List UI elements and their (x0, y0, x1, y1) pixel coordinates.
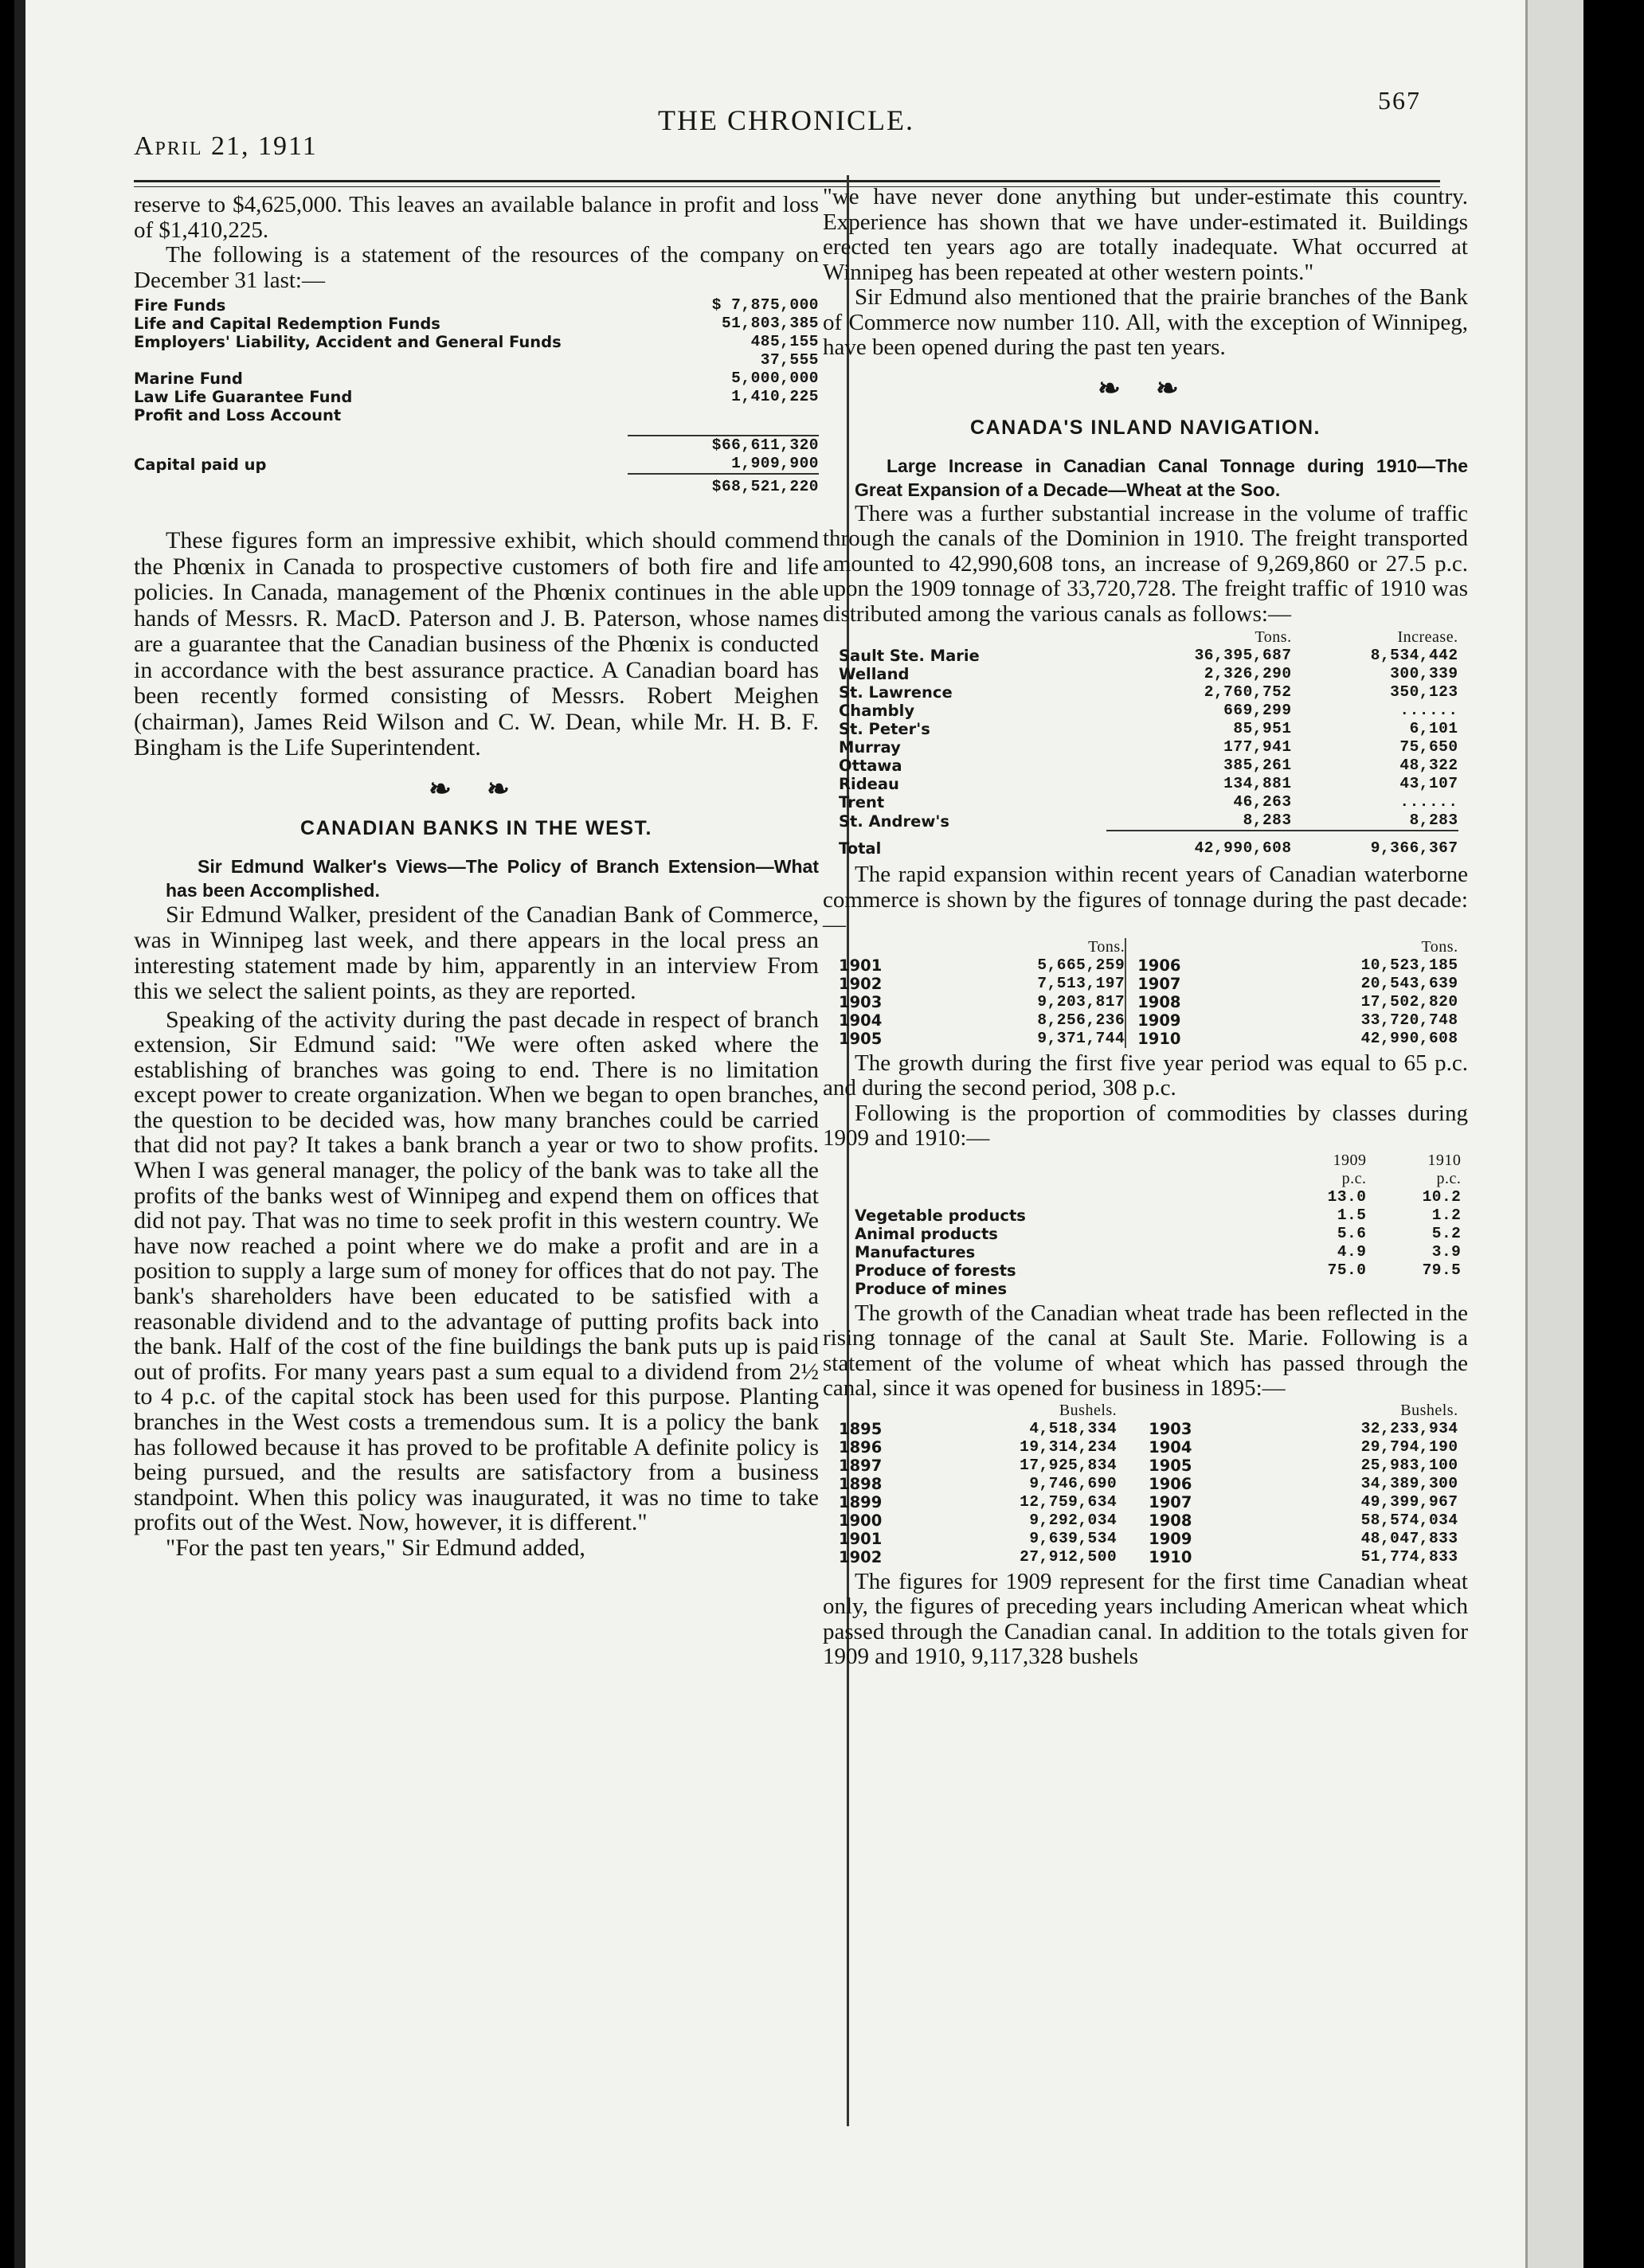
table-row (855, 1261, 1461, 1280)
year: 1899 (839, 1492, 883, 1511)
bushels: 29,794,190 (1360, 1437, 1458, 1456)
pc-1909: 5.6 (1337, 1224, 1367, 1242)
bushels: 25,983,100 (1360, 1456, 1458, 1474)
table-row (839, 683, 1458, 702)
header-title: THE CHRONICLE. (658, 104, 914, 136)
year: 1908 (1125, 993, 1246, 1011)
row-value (628, 406, 819, 424)
tons: 5,665,259 (1037, 956, 1125, 974)
pc-1910: 1.2 (1431, 1206, 1462, 1224)
row-value: 5,000,000 (731, 370, 819, 387)
table-row (855, 1225, 1461, 1243)
table-row (839, 1475, 1458, 1493)
canal-tons: 2,326,290 (1204, 665, 1292, 682)
canal-name: Rideau (839, 775, 899, 793)
total-tons: 42,990,608 (1106, 831, 1291, 858)
table-row (855, 1206, 1461, 1225)
total-increase: 9,366,367 (1292, 831, 1458, 858)
year: 1897 (839, 1456, 883, 1475)
row-value: 51,803,385 (721, 315, 819, 332)
commodity: Manufactures (855, 1242, 976, 1261)
bushels: 51,774,833 (1360, 1547, 1458, 1566)
canal-increase: 48,322 (1399, 757, 1458, 774)
year: 1903 (1149, 1419, 1192, 1438)
table-row (839, 1420, 1458, 1438)
table-row (839, 738, 1458, 757)
bushels: 9,292,034 (1029, 1511, 1118, 1529)
pc-1910: 10.2 (1422, 1187, 1462, 1206)
paragraph: Sir Edmund Walker, president of the Canadian Bank of Commerce, was in Winnipeg last week, and there appears in the local press an interesting statement made by him, apparently in an interview From this we select the salient points, as they are reported. (134, 901, 819, 1004)
canal-increase: 8,534,442 (1370, 647, 1458, 664)
decade-table (839, 938, 1458, 1048)
tons-header: Tons. (1255, 628, 1292, 646)
commodity: Animal products (855, 1224, 998, 1243)
bushels: 4,518,334 (1029, 1419, 1118, 1437)
canal-name: Sault Ste. Marie (839, 647, 980, 665)
bushels-header: Bushels. (1059, 1401, 1118, 1419)
year: 1905 (1149, 1456, 1192, 1475)
table-row (839, 647, 1458, 665)
row-label (134, 351, 628, 370)
canal-name: St. Peter's (839, 720, 930, 738)
table-row (839, 1457, 1458, 1475)
canal-tons: 36,395,687 (1194, 647, 1292, 664)
table-row (134, 296, 819, 315)
table-row (839, 1511, 1458, 1530)
table-row (134, 406, 819, 424)
year: 1909 (1149, 1529, 1192, 1548)
table-row (839, 665, 1458, 683)
canal-name: Trent (839, 793, 885, 811)
table-row (839, 775, 1458, 793)
canal-tons: 2,760,752 (1204, 683, 1292, 701)
total-label: Total (839, 839, 882, 858)
capital-label: Capital paid up (134, 455, 267, 474)
bushels: 34,389,300 (1360, 1474, 1458, 1492)
year: 1901 (839, 1529, 883, 1548)
paragraph: Following is the proportion of commodities by classes during 1909 and 1910:— (823, 1100, 1468, 1151)
unit-header: p.c. (1341, 1169, 1367, 1187)
newspaper-page (14, 0, 1583, 2268)
paragraph: reserve to $4,625,000. This leaves an available balance in profit and loss of $1,410,225. (134, 192, 819, 243)
paragraph: The following is a statement of the resources of the company on December 31 last:— (134, 242, 819, 293)
tons: 9,203,817 (1037, 992, 1125, 1011)
year: 1903 (839, 992, 883, 1011)
row-value: 485,155 (750, 333, 819, 350)
pc-1910: 79.5 (1422, 1261, 1462, 1279)
table-row (134, 388, 819, 406)
table-row (839, 1530, 1458, 1548)
tons-header: Tons. (1421, 937, 1458, 956)
year: 1904 (1149, 1437, 1192, 1457)
row-label: Fire Funds (134, 296, 226, 315)
canal-increase: 300,339 (1390, 665, 1458, 682)
resources-table (134, 296, 819, 496)
commodity (855, 1188, 1272, 1206)
commodities-table (855, 1152, 1461, 1298)
table-row (134, 315, 819, 333)
tons: 20,543,639 (1360, 974, 1458, 992)
total-row (134, 474, 819, 496)
year-header: 1910 (1427, 1151, 1462, 1169)
table-header (839, 1402, 1458, 1420)
year: 1904 (839, 1011, 883, 1030)
right-column (811, 185, 1468, 1670)
tons: 7,513,197 (1037, 974, 1125, 992)
pc-1909: 75.0 (1327, 1261, 1367, 1279)
tons: 10,523,185 (1360, 956, 1458, 974)
article-title: CANADA'S INLAND NAVIGATION. (970, 416, 1321, 439)
paragraph: "we have never done anything but under-estimate this country. Experience has shown that we have under-estimated it. Buildings erected ten years ago are totally inadequate. What occurred at Winnipeg has been repeated at other western points." (823, 184, 1468, 285)
bushels: 27,912,500 (1020, 1547, 1118, 1566)
canals-table (839, 628, 1458, 858)
table-row (839, 720, 1458, 738)
table-header (855, 1152, 1461, 1170)
bushels: 49,399,967 (1360, 1492, 1458, 1511)
row-label: Law Life Guarantee Fund (134, 388, 353, 406)
table-row (855, 1280, 1461, 1298)
year: 1910 (1125, 1030, 1246, 1048)
canal-increase: 43,107 (1399, 775, 1458, 792)
table-row (134, 333, 819, 351)
wheat-table (839, 1402, 1458, 1566)
year: 1902 (839, 974, 883, 993)
paragraph: There was a further substantial increase in the volume of traffic through the canals of the Dominion in 1910. The freight transported amounted to 42,990,608 tons, an increase of 9,269,860 or 27.5 p.c. upon the 1909 tonnage of 33,720,728. The freight traffic of 1910 was distributed among the various canals as follows:— (823, 500, 1468, 627)
table-row (839, 702, 1458, 720)
year: 1910 (1149, 1547, 1192, 1566)
tons: 17,502,820 (1360, 992, 1458, 1011)
year: 1896 (839, 1437, 883, 1457)
year: 1898 (839, 1474, 883, 1493)
left-column (134, 193, 819, 1561)
year: 1905 (839, 1029, 883, 1048)
year: 1902 (839, 1547, 883, 1566)
article-subtitle: Large Increase in Canadian Canal Tonnage during 1910—The Great Expansion of a Decade—Wheat at the Soo. (855, 455, 1468, 500)
pc-1909: 4.9 (1337, 1242, 1367, 1261)
bushels-header: Bushels. (1400, 1401, 1458, 1419)
row-label: Life and Capital Redemption Funds (134, 315, 440, 333)
section-separator: ❧ ❧ (1098, 373, 1193, 404)
year: 1900 (839, 1511, 883, 1530)
canal-name: Welland (839, 665, 910, 683)
canal-name: St. Andrew's (839, 811, 949, 831)
row-label: Profit and Loss Account (134, 406, 342, 424)
pc-1909: 13.0 (1327, 1187, 1367, 1206)
bushels: 9,746,690 (1029, 1474, 1118, 1492)
table-row (134, 351, 819, 370)
canal-increase: ...... (1399, 793, 1458, 811)
tons: 33,720,748 (1360, 1011, 1458, 1029)
page-right-edge (1525, 0, 1583, 2268)
canal-tons: 8,283 (1243, 811, 1292, 829)
pc-1910 (1366, 1280, 1461, 1298)
commodity: Vegetable products (855, 1206, 1026, 1225)
year: 1907 (1125, 975, 1246, 993)
year: 1906 (1125, 956, 1246, 975)
table-row (134, 424, 819, 436)
year: 1895 (839, 1419, 883, 1438)
table-row (839, 1548, 1458, 1566)
paragraph: The growth during the first five year period was equal to 65 p.c. and during the second period, 308 p.c. (823, 1050, 1468, 1101)
table-row (839, 975, 1458, 993)
table-header (839, 938, 1458, 956)
capital-value: 1,909,900 (731, 455, 819, 472)
canal-tons: 669,299 (1223, 702, 1292, 719)
row-value: $ 7,875,000 (711, 296, 819, 314)
table-row (839, 993, 1458, 1011)
table-row (134, 370, 819, 388)
paragraph: Speaking of the activity during the past decade in respect of branch extension, Sir Edmund said: "We were often asked where the establishing of branches was going to end. There is no limitation except power to create organization. When we began to open branches, the question to be decided was, how many branches could be carried that did not pay? It takes a bank branch a year or two to show profits. When I was general manager, the policy of the bank was to take all the profits of the banks west of Winnipeg and expend them on offices that did not pay. That was no time to seek profit in this western country. We have now reached a point where we do make a profit and are in a position to supply a large sum of money for offices that do not pay. The bank's shareholders have been educated to be satisfied with a reasonable dividend and to the advantage of putting profits back into the bank. Half of the cost of the fine buildings the bank puts up is paid out of profits. For many years past a sum equal to a dividend from 2½ to 4 p.c. of the capital stock has been used for this purpose. Planting branches in the West costs a tremendous sum. It is a policy the bank has followed because it has proved to be profitable A definite policy is being pursued, and the results are satisfactory from a business standpoint. When this policy was inaugurated, it was no time to take profits out of the West. Now, however, it is different." (134, 1006, 819, 1536)
subtotal-value: $66,611,320 (628, 436, 819, 455)
bushels: 19,314,234 (1020, 1437, 1118, 1456)
paragraph: The rapid expansion within recent years of Canadian waterborne commerce is shown by the figures of tonnage during the past decade:— (823, 862, 1468, 937)
paragraph: These figures form an impressive exhibit, which should commend the Phœnix in Canada to prospective customers of both fire and life policies. In Canada, management of the Phœnix continues in the able hands of Messrs. R. MacD. Paterson and J. B. Paterson, whose names are a guarantee that the Canadian business of the Phœnix is conducted in accordance with the best assurance practice. A Canadian board has been recently formed consisting of Messrs. Robert Meighen (chairman), James Reid Wilson and C. W. Dean, while Mr. H. B. F. Bingham is the Life Superintendent. (134, 527, 819, 761)
year: 1907 (1149, 1492, 1192, 1511)
row-label: Marine Fund (134, 370, 243, 388)
canal-tons: 177,941 (1223, 738, 1292, 756)
canal-tons: 385,261 (1223, 757, 1292, 774)
paragraph: Sir Edmund also mentioned that the prairie branches of the Bank of Commerce now number 110. All, with the exception of Winnipeg, have been opened during the past ten years. (823, 284, 1468, 360)
grand-total-value: $68,521,220 (628, 474, 819, 496)
article-subtitle: Sir Edmund Walker's Views—The Policy of Branch Extension—What has been Accomplished. (166, 855, 819, 901)
header-page-number: 567 (1378, 86, 1421, 115)
unit-header: p.c. (1436, 1169, 1462, 1187)
header-date: April 21, 1911 (134, 131, 318, 161)
canal-tons: 46,263 (1233, 793, 1292, 811)
commodity: Produce of mines (855, 1279, 1008, 1298)
tons: 9,371,744 (1037, 1029, 1125, 1047)
table-row (855, 1243, 1461, 1261)
table-row (839, 757, 1458, 775)
table-row (839, 1011, 1458, 1030)
row-label: Employers' Liability, Accident and General Funds (134, 333, 562, 351)
article-title: CANADIAN BANKS IN THE WEST. (300, 817, 652, 839)
table-row (839, 956, 1458, 975)
bushels: 58,574,034 (1360, 1511, 1458, 1529)
table-header (839, 628, 1458, 647)
tons: 42,990,608 (1360, 1029, 1458, 1047)
canal-increase: 350,123 (1390, 683, 1458, 701)
paragraph: "For the past ten years," Sir Edmund added, (166, 1534, 585, 1561)
header-rule (134, 180, 1440, 182)
canal-name: Chambly (839, 702, 915, 720)
pc-1910: 3.9 (1431, 1242, 1462, 1261)
canal-increase: 8,283 (1409, 811, 1458, 829)
table-row (839, 1493, 1458, 1511)
year-header: 1909 (1333, 1151, 1367, 1169)
tons: 8,256,236 (1037, 1011, 1125, 1029)
pc-1909: 1.5 (1337, 1206, 1367, 1224)
bushels: 9,639,534 (1029, 1529, 1118, 1547)
year: 1909 (1125, 1011, 1246, 1030)
row-value: 1,410,225 (731, 388, 819, 405)
year: 1908 (1149, 1511, 1192, 1530)
row-value: 37,555 (760, 351, 819, 369)
canal-name: Ottawa (839, 757, 902, 775)
paragraph: The growth of the Canadian wheat trade has been reflected in the rising tonnage of the canal at Sault Ste. Marie. Following is a statement of the volume of wheat which has passed through the canal, since it was opened for business in 1895:— (823, 1300, 1468, 1401)
bushels: 12,759,634 (1020, 1492, 1118, 1511)
capital-row (134, 455, 819, 474)
canal-tons: 134,881 (1223, 775, 1292, 792)
subtotal-row (134, 436, 819, 455)
table-row (839, 1030, 1458, 1048)
bushels: 48,047,833 (1360, 1529, 1458, 1547)
table-header (855, 1170, 1461, 1188)
table-row (839, 793, 1458, 811)
bushels: 32,233,934 (1360, 1419, 1458, 1437)
section-separator: ❧ ❧ (429, 774, 524, 804)
canal-name: St. Lawrence (839, 683, 953, 702)
tons-header: Tons. (1088, 937, 1125, 956)
increase-header: Increase. (1397, 628, 1458, 646)
canal-increase: ...... (1399, 702, 1458, 719)
paragraph: The figures for 1909 represent for the first time Canadian wheat only, the figures of preceding years including American wheat which passed through the Canadian canal. In addition to the totals given for 1909 and 1910, 9,117,328 bushels (823, 1568, 1468, 1669)
canal-name: Murray (839, 738, 901, 757)
canal-increase: 6,101 (1409, 720, 1458, 737)
total-row (839, 831, 1458, 858)
table-row (839, 811, 1458, 831)
table-row (839, 1438, 1458, 1457)
canal-tons: 85,951 (1233, 720, 1292, 737)
year: 1906 (1149, 1474, 1192, 1493)
canal-increase: 75,650 (1399, 738, 1458, 756)
pc-1910: 5.2 (1431, 1224, 1462, 1242)
page-left-edge (14, 0, 25, 2268)
pc-1909 (1272, 1280, 1367, 1298)
bushels: 17,925,834 (1020, 1456, 1118, 1474)
table-row (855, 1188, 1461, 1206)
year: 1901 (839, 956, 883, 975)
commodity: Produce of forests (855, 1261, 1016, 1280)
